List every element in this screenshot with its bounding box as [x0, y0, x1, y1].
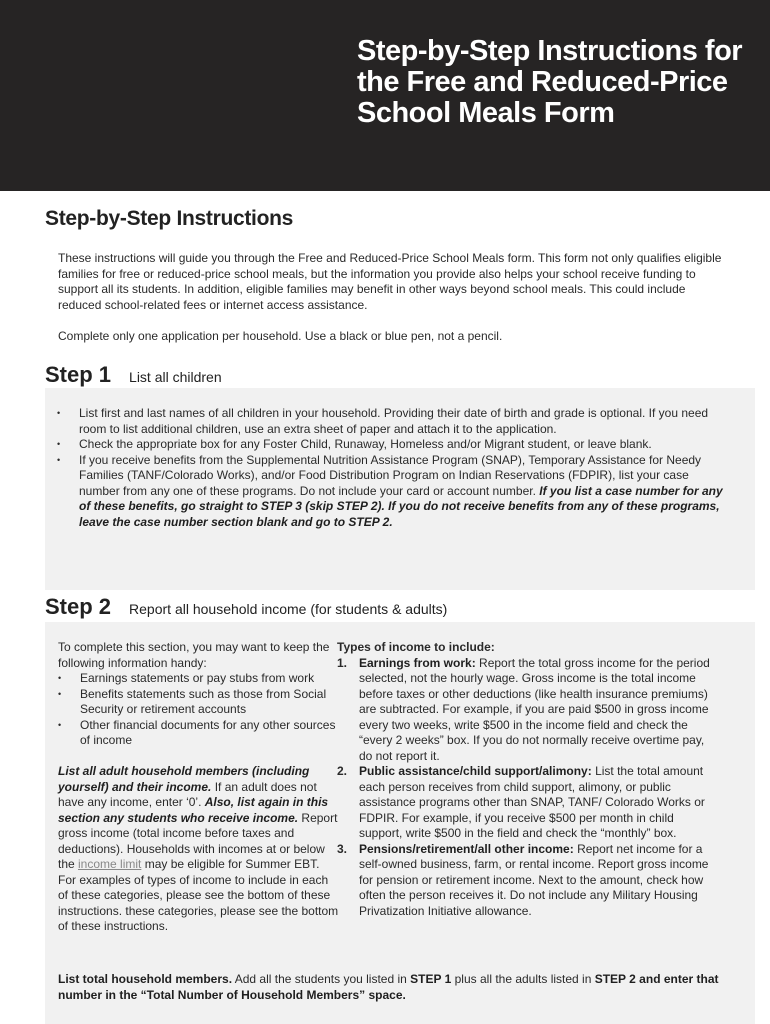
list-item: [337, 656, 717, 765]
total-members-paragraph: [58, 972, 728, 1003]
list-item: • Earnings statements or pay stubs from work: [58, 671, 340, 687]
item-emphasis: If you list a case number for any of these benefits, go straight to STEP 3 (skip STEP 2). If you do not receive benefits from any of these programs, leave the case number section blank and go to STEP 2.: [79, 483, 723, 529]
item-text: List the total amount each person receives from child support, alimony, or public assistance programs other than SNAP, TANF/ Colorado Works or FDPIR. For example, if you receive $500 per month in child support, write $500 in the field and check the “monthly” box.: [359, 764, 705, 840]
header-banner: [0, 0, 770, 191]
income-limit-link[interactable]: income limit: [78, 857, 142, 871]
list-item: • Other financial documents for any other sources of income: [58, 718, 340, 749]
intro-paragraph: These instructions will guide you through the Free and Reduced-Price School Meals form. This form not only qualifies eligible families for free or reduced-price school meals, but the information you provide also helps your school receive funding to support all its students. In addition, eligible families may benefit in other ways beyond school meals. This could include reduced school-related fees or internet access assistance.: [58, 251, 722, 312]
item-number: 2.: [337, 764, 348, 778]
list-item: • Check the appropriate box for any Foster Child, Runaway, Homeless and/or Migrant student, or leave blank.: [57, 437, 727, 453]
income-types-list: [337, 656, 717, 920]
step-number: Step 2: [45, 594, 112, 619]
list-item: [337, 842, 717, 920]
step1-heading: [45, 362, 222, 387]
emphasis: List total household members.: [58, 972, 233, 986]
step-title: Report all household income (for students & adults): [129, 601, 448, 617]
info-list: [58, 671, 340, 749]
item-text: Report net income for a self-owned business, farm, or rental income. Report gross income for pension or retirement income. Next to the amount, check how often the person receives it. Do not include any Military Housing Privatization Initiative allowance.: [359, 841, 709, 918]
text: may be eligible for Summer EBT. For examples of types of income to include in each of these categories, please see the bottom of these instructions. these categories, please see the bottom of these instructions.: [58, 857, 339, 933]
intro: [58, 251, 728, 360]
item-text: Report the total gross income for the period selected, not the hourly wage. Gross income is the total income before taxes or other deductions (like health insurance premiums) are subtracted. For example, if you are paid $500 in gross income every two weeks, write $500 in the income field and check the “every 2 weeks” box. If you do not normally receive overtime pay, do not report it.: [359, 655, 710, 763]
text: Report gross income (total income before taxes and deductions). Households with incomes at or below the: [58, 810, 338, 871]
step1-list: [57, 406, 727, 530]
emphasis: STEP 2 and enter that number in the “Total Number of Household Members” space.: [58, 972, 719, 1002]
step-number: Step 1: [45, 362, 112, 387]
item-number: 3.: [337, 841, 348, 856]
item-number: 1.: [337, 655, 348, 670]
list-item: • List first and last names of all children in your household. Providing their date of birth and grade is optional. If you need room to list additional children, use an extra sheet of paper and attach it to the application.: [57, 406, 727, 437]
emphasis: STEP 1: [410, 972, 452, 986]
item-label: Public assistance/child support/alimony:: [359, 764, 592, 778]
text: plus all the adults listed in: [451, 972, 595, 986]
emphasis: List all adult household members (including yourself) and their income.: [58, 764, 310, 794]
list-item: [57, 453, 727, 531]
page-title: Step-by-Step Instructions for the Free and Reduced-Price School Meals Form: [357, 35, 743, 129]
step2-left-column: [58, 640, 340, 935]
step-title: List all children: [129, 369, 222, 385]
types-title: Types of income to include:: [337, 640, 495, 654]
step2-right-column: [337, 640, 717, 919]
intro-paragraph: Complete only one application per household. Use a black or blue pen, not a pencil.: [58, 328, 503, 343]
text: If an adult does not have any income, enter ‘0’.: [58, 779, 317, 809]
item-text: If you receive benefits from the Supplemental Nutrition Assistance Program (SNAP), Temporary Assistance for Needy Families (TANF/Colorado Works), and/or Food Distribution Program on Indian Reservations (FDPIR), list your case number from any one of these programs. Do not include your card or account number.: [79, 452, 702, 498]
adult-paragraph: [58, 764, 340, 935]
item-label: Pensions/retirement/all other income:: [359, 841, 574, 856]
list-item: • Benefits statements such as those from Social Security or retirement accounts: [58, 687, 340, 718]
item-label: Earnings from work:: [359, 655, 476, 670]
list-item: [337, 764, 717, 842]
text: Add all the students you listed in: [232, 972, 411, 986]
section-title: Step-by-Step Instructions: [45, 207, 294, 230]
left-intro: To complete this section, you may want to keep the following information handy:: [58, 640, 330, 670]
emphasis: Also, list again in this section any students who receive income.: [58, 795, 329, 825]
step2-heading: [45, 594, 448, 619]
